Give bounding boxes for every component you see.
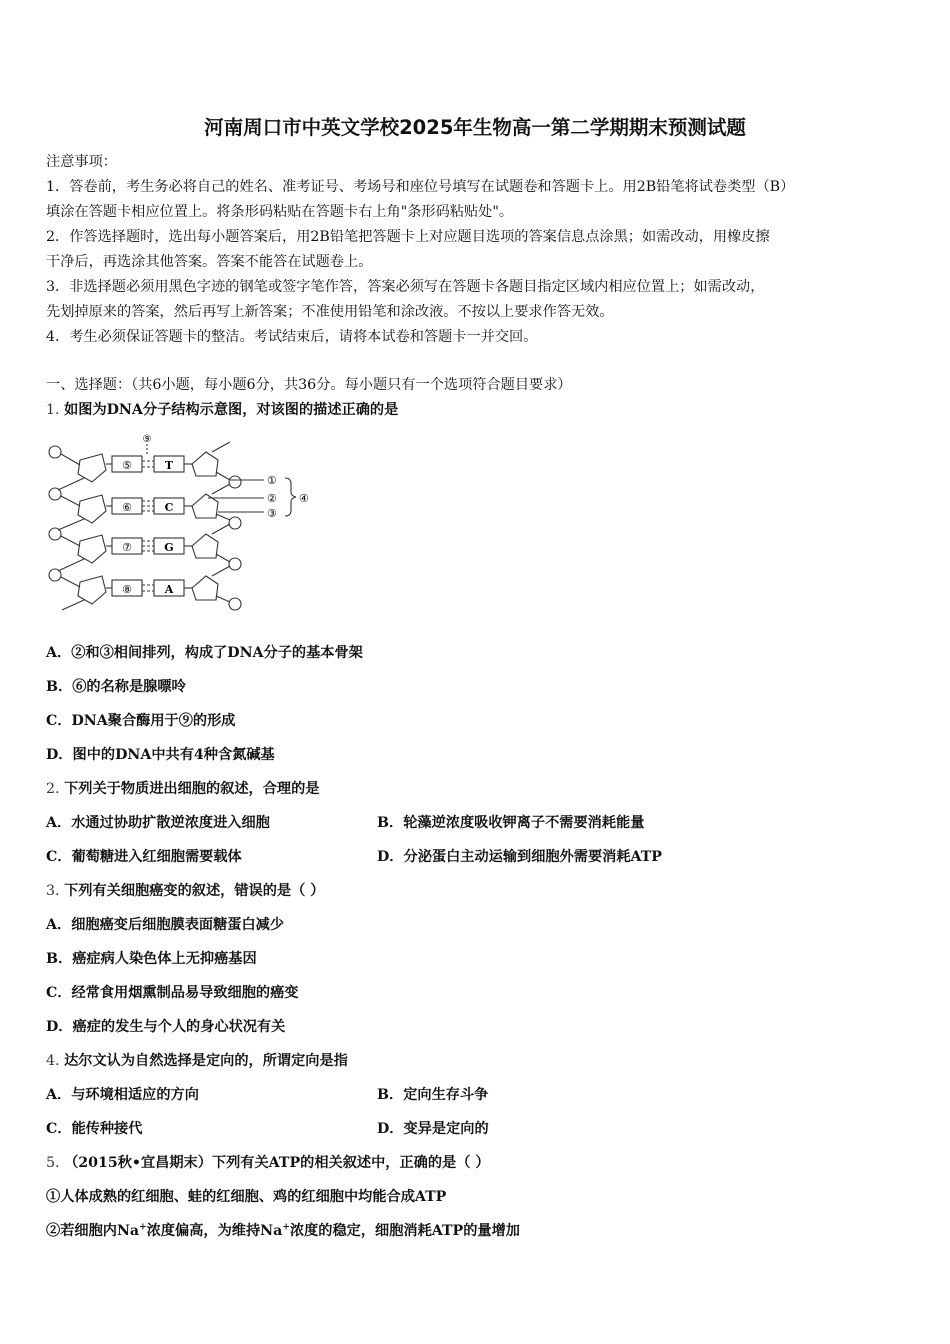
superscript-plus: + xyxy=(139,1222,147,1233)
dna-structure-figure xyxy=(40,432,330,617)
q1-option-a[interactable] xyxy=(46,644,363,662)
phosphate-circle xyxy=(229,598,241,610)
q4-option-c[interactable] xyxy=(46,1120,142,1138)
question-text: 达尔文认为自然选择是定向的，所谓定向是指 xyxy=(64,1053,348,1069)
deoxyribose-pentagon xyxy=(78,535,106,563)
option-label: C． xyxy=(46,849,72,865)
q3-option-c[interactable] xyxy=(46,984,299,1002)
question-text: 下列有关细胞癌变的叙述，错误的是（ ） xyxy=(64,883,325,899)
base-label: A xyxy=(164,583,174,596)
question-3 xyxy=(46,882,324,900)
q1-option-b[interactable] xyxy=(46,678,186,696)
notice-heading: 注意事项： xyxy=(46,154,117,170)
phosphate-circle xyxy=(49,446,61,458)
option-label: C． xyxy=(46,1121,72,1137)
question-number: 3. xyxy=(46,883,60,899)
q2-option-d[interactable] xyxy=(377,848,662,866)
side-label: ① xyxy=(267,474,277,487)
q4-option-a[interactable] xyxy=(46,1086,199,1104)
base-label: C xyxy=(164,501,174,514)
notice-line: 先划掉原来的答案，然后再写上新答案；不准使用铅笔和涂改液。不按以上要求作答无效。 xyxy=(46,304,614,320)
superscript-plus: + xyxy=(282,1222,290,1233)
q4-option-b[interactable] xyxy=(377,1086,488,1104)
option-label: C． xyxy=(46,985,72,1001)
question-number: 1. xyxy=(46,402,60,418)
notice-line: 3．非选择题必须用黑色字迹的钢笔或签字笔作答，答案必须写在答题卡各题目指定区域内相应位置上；如需改动， xyxy=(46,279,765,295)
q2-option-a[interactable] xyxy=(46,814,270,832)
side-label: ② xyxy=(267,492,277,505)
option-label: B． xyxy=(46,951,73,967)
q3-option-d[interactable] xyxy=(46,1018,285,1036)
question-number: 2. xyxy=(46,781,60,797)
side-label: ③ xyxy=(267,507,277,520)
option-label: D． xyxy=(46,1019,73,1035)
right-strand xyxy=(184,442,241,610)
q1-option-d[interactable] xyxy=(46,746,275,764)
option-text: 轮藻逆浓度吸收钾离子不需要消耗能量 xyxy=(403,815,645,831)
box-label: ⑤ xyxy=(122,459,132,472)
question-text: 如图为DNA分子结构示意图，对该图的描述正确的是 xyxy=(64,402,399,418)
option-label: A． xyxy=(46,645,72,661)
box-label: ⑧ xyxy=(122,583,132,596)
option-label: D． xyxy=(377,849,404,865)
deoxyribose-pentagon xyxy=(192,452,218,476)
box-label: ⑦ xyxy=(122,541,132,554)
section-heading: 一、选择题：（共6小题，每小题6分，共36分。每小题只有一个选项符合题目要求） xyxy=(46,377,572,393)
question-number: 4. xyxy=(46,1053,60,1069)
notice-line: 4．考生必须保证答题卡的整洁。考试结束后，请将本试卷和答题卡一并交回。 xyxy=(46,329,538,345)
q3-option-b[interactable] xyxy=(46,950,257,968)
deoxyribose-pentagon xyxy=(78,454,106,482)
base-label: G xyxy=(164,541,174,554)
notice-line: 1．答卷前，考生务必将自己的姓名、准考证号、考场号和座位号填写在试题卷和答题卡上。用2B铅笔将试卷类型（B） xyxy=(46,179,795,195)
option-label: A． xyxy=(46,917,72,933)
phosphate-circle xyxy=(229,476,241,488)
box-label: ⑥ xyxy=(122,501,132,514)
deoxyribose-pentagon xyxy=(192,576,218,600)
q3-option-a[interactable] xyxy=(46,916,284,934)
option-text: 与环境相适应的方向 xyxy=(71,1087,199,1103)
option-text: 能传种接代 xyxy=(71,1121,143,1137)
q5-statement-2 xyxy=(46,1222,520,1240)
option-text: 变异是定向的 xyxy=(403,1121,489,1137)
option-text: DNA聚合酶用于⑨的形成 xyxy=(71,713,236,729)
notice-line: 2．作答选择题时，选出每小题答案后，用2B铅笔把答题卡上对应题目选项的答案信息点涂黑；如需改动，用橡皮擦 xyxy=(46,229,770,245)
notice-line: 填涂在答题卡相应位置上。将条形码粘贴在答题卡右上角"条形码粘贴处"。 xyxy=(46,204,514,220)
question-text: 下列关于物质进出细胞的叙述，合理的是 xyxy=(64,781,320,797)
brace-label: ④ xyxy=(299,492,309,505)
question-number: 5. xyxy=(46,1155,60,1171)
left-strand xyxy=(49,446,112,610)
option-label: D． xyxy=(46,747,73,763)
option-label: B． xyxy=(377,1087,404,1103)
q2-option-c[interactable] xyxy=(46,848,242,866)
statement-text: ②若细胞内Na xyxy=(46,1223,140,1239)
option-text: 葡萄糖进入红细胞需要载体 xyxy=(71,849,242,865)
statement-text: 浓度偏高，为维持Na xyxy=(146,1223,283,1239)
phosphate-circle xyxy=(229,558,241,570)
question-4 xyxy=(46,1052,348,1070)
deoxyribose-pentagon xyxy=(192,534,218,558)
deoxyribose-pentagon xyxy=(78,495,106,523)
option-text: 定向生存斗争 xyxy=(403,1087,489,1103)
option-text: ⑥的名称是腺嘌呤 xyxy=(72,679,186,695)
question-text: （2015秋•宜昌期末）下列有关ATP的相关叙述中，正确的是（ ） xyxy=(64,1155,490,1171)
q1-option-c[interactable] xyxy=(46,712,235,730)
option-text: 分泌蛋白主动运输到细胞外需要消耗ATP xyxy=(403,849,662,865)
option-label: D． xyxy=(377,1121,404,1137)
option-text: 水通过协助扩散逆浓度进入细胞 xyxy=(71,815,270,831)
option-text: 图中的DNA中共有4种含氮碱基 xyxy=(72,747,275,763)
q2-option-b[interactable] xyxy=(377,814,644,832)
option-label: B． xyxy=(46,679,73,695)
question-2 xyxy=(46,780,319,798)
option-label: C． xyxy=(46,713,72,729)
question-1 xyxy=(46,401,398,419)
option-label: A． xyxy=(46,1087,72,1103)
statement-text: 浓度的稳定，细胞消耗ATP的量增加 xyxy=(289,1223,520,1239)
option-text: 癌症的发生与个人的身心状况有关 xyxy=(72,1019,286,1035)
option-text: 癌症病人染色体上无抑癌基因 xyxy=(72,951,257,967)
page-title: 河南周口市中英文学校2025年生物高一第二学期期末预测试题 xyxy=(204,116,746,139)
option-text: ②和③相间排列，构成了DNA分子的基本骨架 xyxy=(71,645,363,661)
option-text: 经常食用烟熏制品易导致细胞的癌变 xyxy=(71,985,299,1001)
q4-option-d[interactable] xyxy=(377,1120,489,1138)
question-5 xyxy=(46,1154,490,1172)
q5-statement-1: ①人体成熟的红细胞、蛙的红细胞、鸡的红细胞中均能合成ATP xyxy=(46,1189,447,1205)
base-label: T xyxy=(164,459,174,472)
label-9: ⑨ xyxy=(142,434,152,445)
option-text: 细胞癌变后细胞膜表面糖蛋白减少 xyxy=(71,917,285,933)
deoxyribose-pentagon xyxy=(78,576,106,604)
option-label: A． xyxy=(46,815,72,831)
option-label: B． xyxy=(377,815,404,831)
notice-line: 干净后，再选涂其他答案。答案不能答在试题卷上。 xyxy=(46,254,373,270)
phosphate-circle xyxy=(229,517,241,529)
